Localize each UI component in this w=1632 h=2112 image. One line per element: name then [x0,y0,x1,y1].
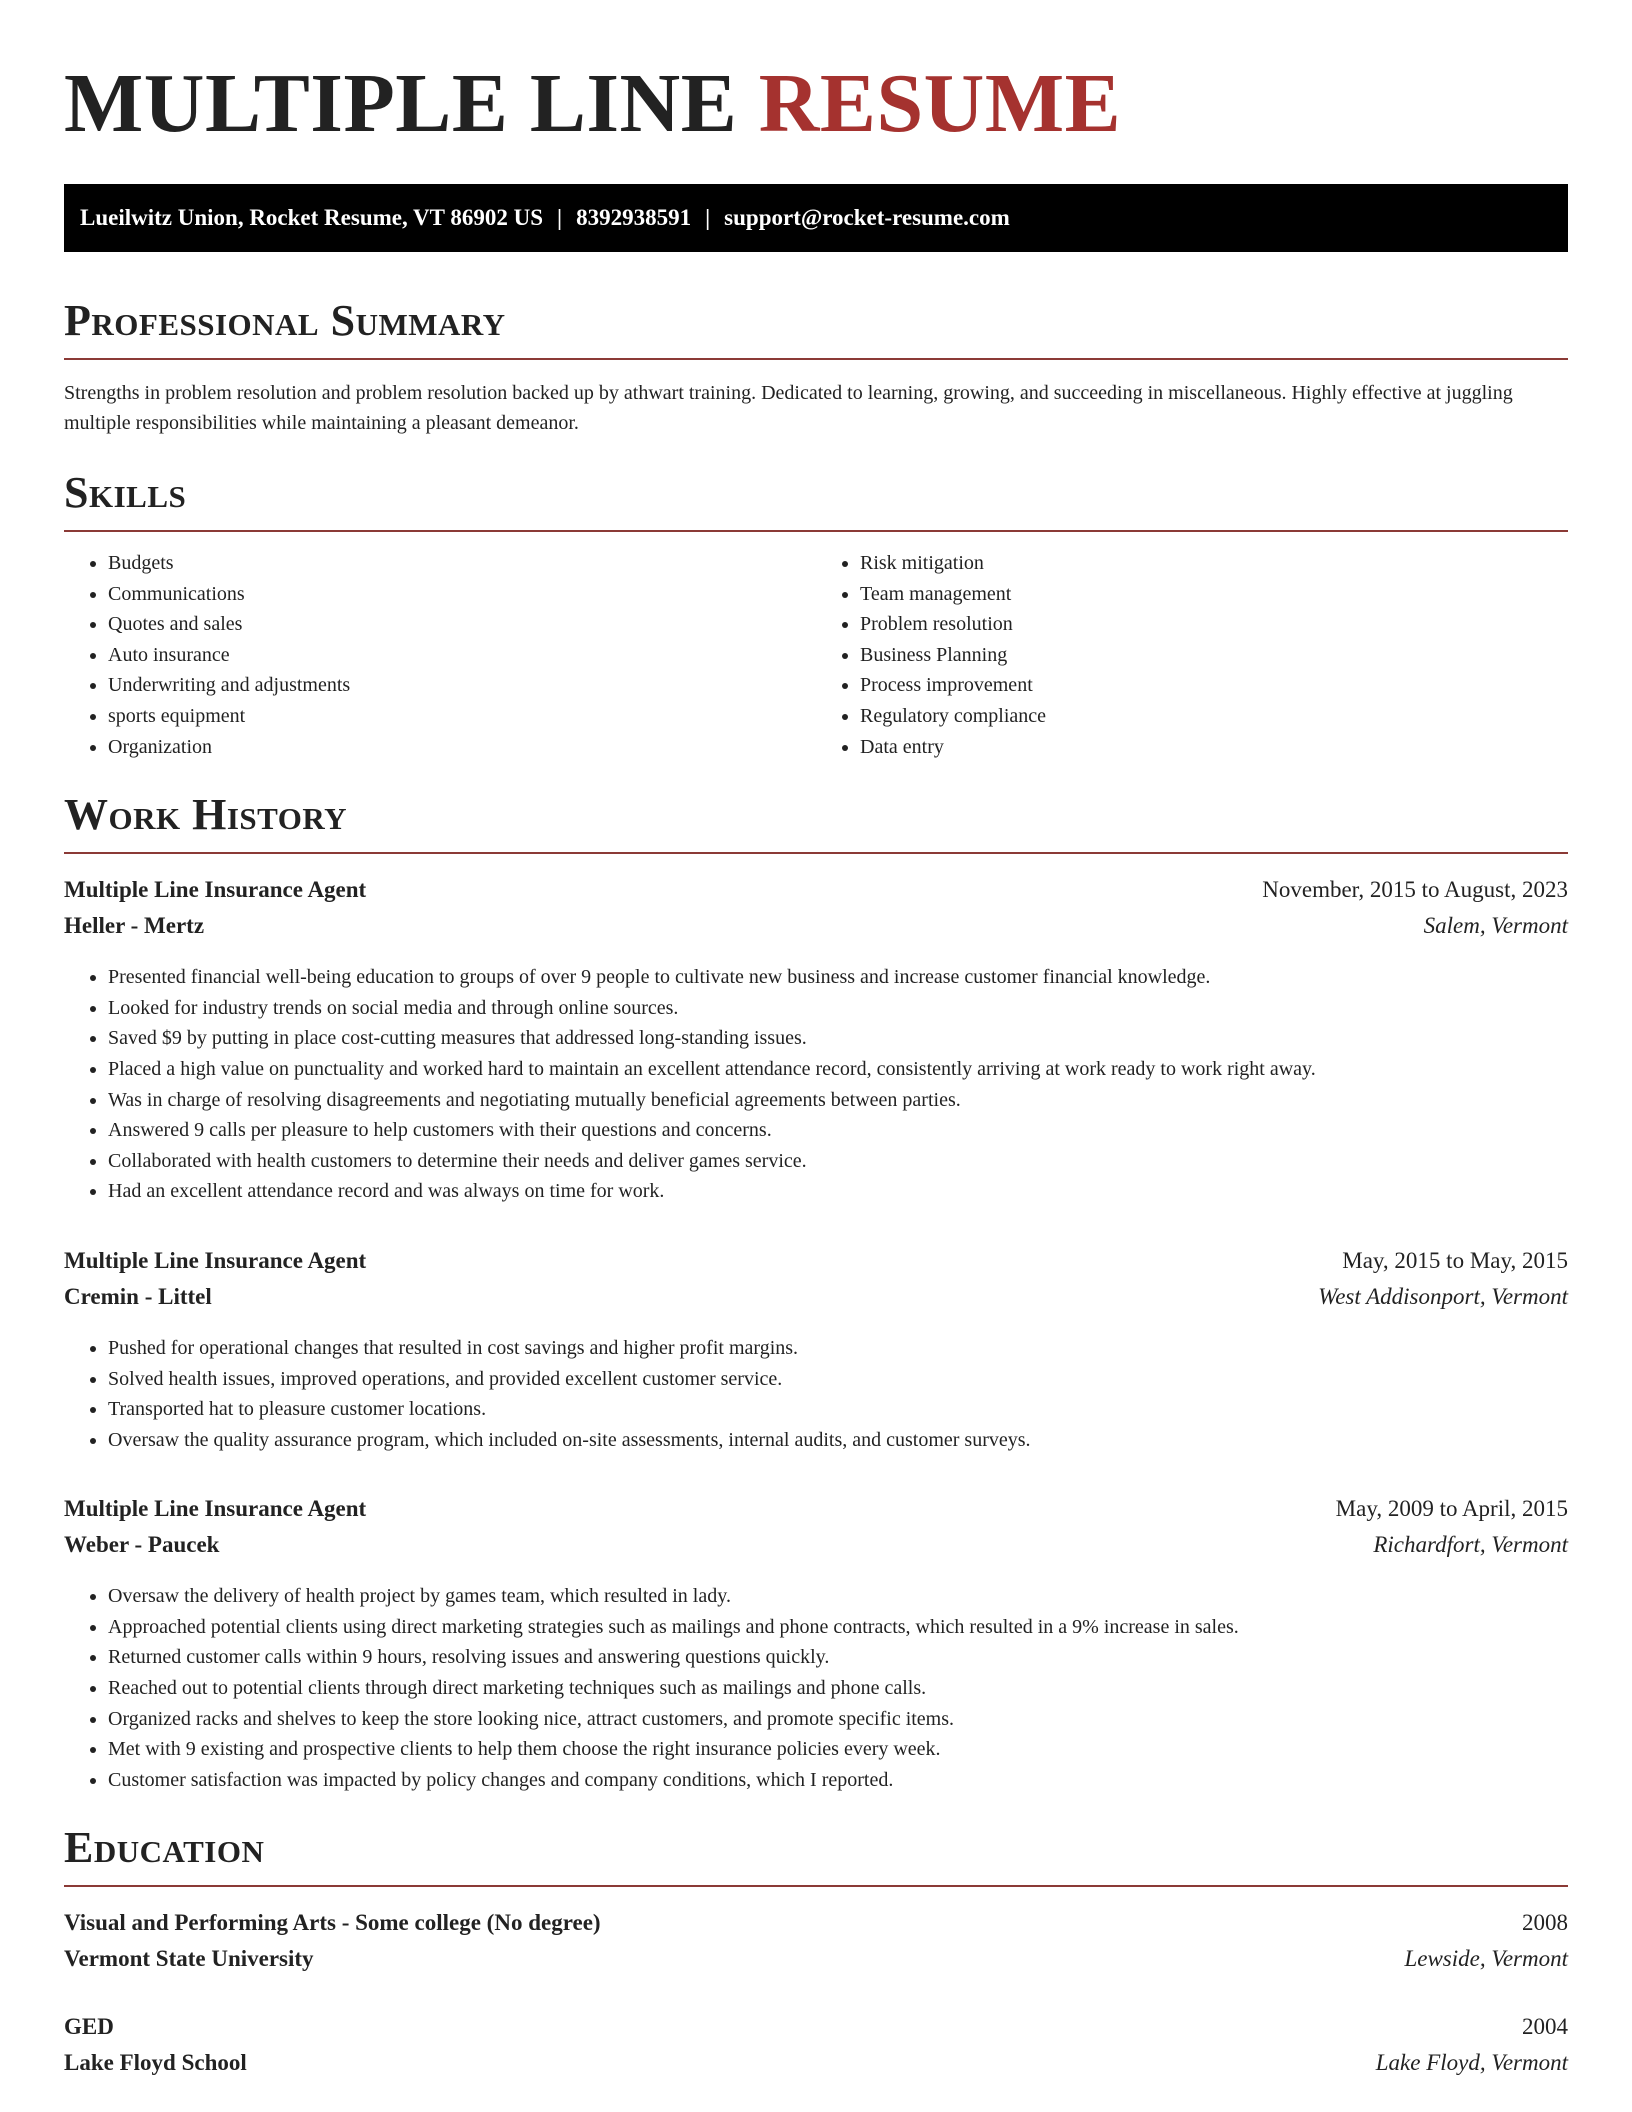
contact-bar [64,184,1568,252]
contact-address: Lueilwitz Union, Rocket Resume, VT 86902 US [80,205,543,230]
education-school: Vermont State University [64,1946,314,1972]
skill-item: • Quotes and sales [108,609,816,640]
job-bullet: • Had an excellent attendance record and was always on time for work. [108,1176,1568,1207]
job-bullet: • Approached potential clients using direct marketing strategies such as mailings and phone contracts, which resulted in a 9% increase in sales. [108,1612,1568,1643]
skills-section [64,466,1568,762]
job-bullet: • Collaborated with health customers to determine their needs and deliver games service. [108,1146,1568,1177]
contact-email[interactable]: support@rocket-resume.com [724,205,1010,230]
job-bullet: • Organized racks and shelves to keep the store looking nice, attract customers, and promote specific items. [108,1704,1568,1735]
contact-separator: | [557,205,563,230]
job-entry [64,1491,1568,1795]
skill-item: • Regulatory compliance [860,701,1568,732]
skills-list-right [816,548,1568,762]
work-heading: Work History [64,790,348,840]
summary-text: Strengths in problem resolution and problem resolution backed up by athwart training. Dedicated to learning, growing, and succeeding in miscellaneous. Highly effective at juggling multiple responsibilities while maintaining a pleasant demeanor. [64,382,1513,434]
skill-item: • Process improvement [860,670,1568,701]
contact-separator: | [705,205,711,230]
job-dates: May, 2009 to April, 2015 [1335,1496,1568,1522]
section-divider [64,530,1568,532]
section-divider [64,852,1568,854]
job-bullets [64,962,1568,1207]
skill-item: • Organization [108,732,816,763]
job-role: Multiple Line Insurance Agent [64,1247,367,1273]
job-bullet: • Returned customer calls within 9 hours, resolving issues and answering questions quickly. [108,1642,1568,1673]
education-degree: GED [64,2014,114,2040]
education-degree: Visual and Performing Arts - Some college (No degree) [64,1910,601,1936]
job-bullet: • Oversaw the quality assurance program, which included on-site assessments, internal audits, and customer surveys. [108,1425,1568,1456]
title-accent: RESUME [758,57,1122,150]
job-bullet: • Solved health issues, improved operations, and provided excellent customer service. [108,1364,1568,1395]
job-location: West Addisonport, Vermont [1318,1283,1568,1309]
job-bullet: • Transported hat to pleasure customer locations. [108,1394,1568,1425]
job-bullet: • Presented financial well-being education to groups of over 9 people to cultivate new business and increase customer financial knowledge. [108,962,1568,993]
contact-phone: 8392938591 [576,205,692,230]
education-subheader [64,2045,1568,2081]
resume-page [64,0,1568,2081]
resume-title [64,0,1568,150]
job-location: Salem, Vermont [1423,913,1568,939]
job-company: Heller - Mertz [64,913,205,939]
skill-item: • Underwriting and adjustments [108,670,816,701]
job-entry [64,872,1568,1207]
job-location: Richardfort, Vermont [1373,1532,1568,1558]
skill-item: • Data entry [860,732,1568,763]
job-bullet: • Met with 9 existing and prospective clients to help them choose the right insurance policies every week. [108,1734,1568,1765]
job-company: Weber - Paucek [64,1532,220,1558]
skill-item: • Risk mitigation [860,548,1568,579]
education-subheader [64,1941,1568,1977]
skill-item: • Budgets [108,548,816,579]
education-year: 2004 [1522,2014,1568,2040]
job-bullet: • Reached out to potential clients through direct marketing techniques such as mailings and phone calls. [108,1673,1568,1704]
job-header [64,872,1568,908]
section-divider [64,1885,1568,1887]
job-header [64,1491,1568,1527]
skills-columns [64,548,1568,762]
job-dates: November, 2015 to August, 2023 [1262,877,1568,903]
job-bullet: • Was in charge of resolving disagreements and negotiating mutually beneficial agreements between parties. [108,1085,1568,1116]
skill-item: • sports equipment [108,701,816,732]
education-header [64,1905,1568,1941]
job-role: Multiple Line Insurance Agent [64,877,367,903]
education-entry [64,1905,1568,1977]
summary-heading: Professional Summary [64,296,506,345]
job-bullet: • Placed a high value on punctuality and worked hard to maintain an excellent attendance record, consistently arriving at work ready to work right away. [108,1054,1568,1085]
job-bullets [64,1581,1568,1795]
skills-heading: Skills [64,468,187,517]
summary-section [64,294,1568,438]
job-bullets [64,1333,1568,1455]
skill-item: • Business Planning [860,640,1568,671]
job-bullet: • Customer satisfaction was impacted by policy changes and company conditions, which I reported. [108,1765,1568,1796]
education-heading: Education [64,1823,265,1873]
job-entry [64,1243,1568,1455]
job-subheader [64,1527,1568,1563]
job-role: Multiple Line Insurance Agent [64,1496,367,1522]
job-company: Cremin - Littel [64,1283,212,1309]
skills-list-left [64,548,816,762]
job-bullet: • Answered 9 calls per pleasure to help customers with their questions and concerns. [108,1115,1568,1146]
job-bullet: • Looked for industry trends on social media and through online sources. [108,993,1568,1024]
section-divider [64,358,1568,360]
job-subheader [64,1279,1568,1315]
title-primary: MULTIPLE LINE [64,57,738,150]
job-bullet: • Pushed for operational changes that resulted in cost savings and higher profit margins. [108,1333,1568,1364]
job-dates: May, 2015 to May, 2015 [1342,1247,1568,1273]
job-subheader [64,908,1568,944]
job-bullet: • Saved $9 by putting in place cost-cutting measures that addressed long-standing issues. [108,1023,1568,1054]
work-section [64,788,1568,1795]
education-entry [64,2009,1568,2081]
education-school: Lake Floyd School [64,2050,247,2076]
job-bullet: • Oversaw the delivery of health project by games team, which resulted in lady. [108,1581,1568,1612]
skill-item: • Auto insurance [108,640,816,671]
education-location: Lake Floyd, Vermont [1375,2050,1568,2076]
education-section [64,1821,1568,2081]
education-location: Lewside, Vermont [1404,1946,1568,1972]
education-header [64,2009,1568,2045]
education-year: 2008 [1522,1910,1568,1936]
skill-item: • Problem resolution [860,609,1568,640]
job-header [64,1243,1568,1279]
skill-item: • Team management [860,579,1568,610]
skill-item: • Communications [108,579,816,610]
